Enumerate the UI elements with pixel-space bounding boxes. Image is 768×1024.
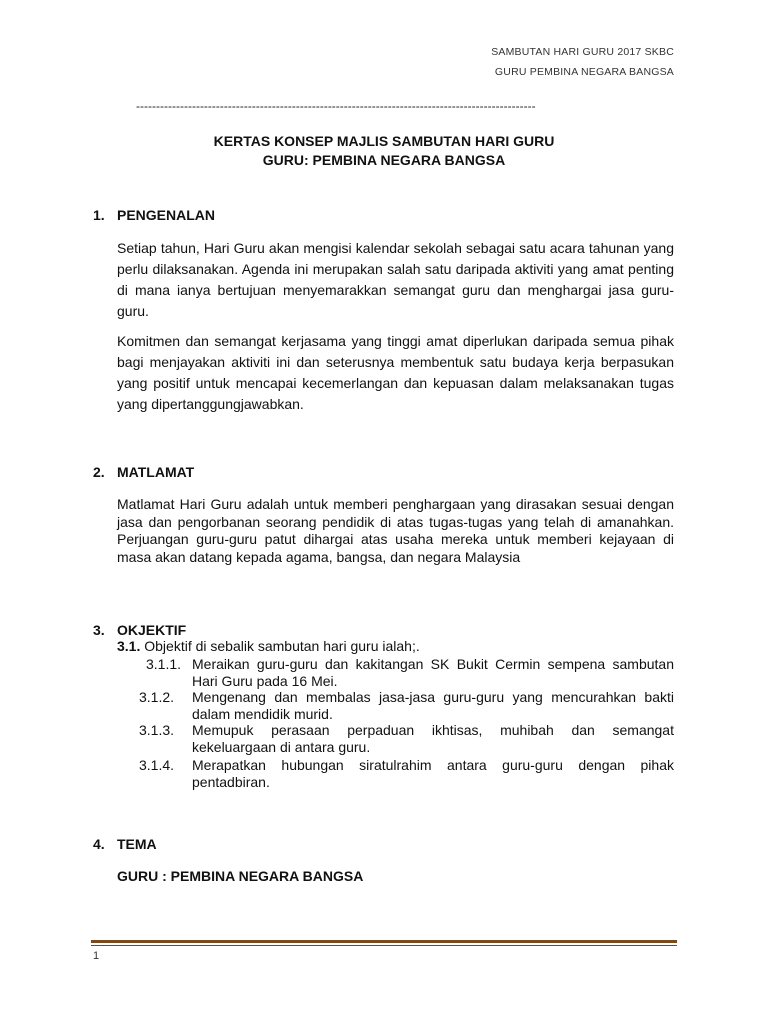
list-item-number: 3.1.1. xyxy=(146,656,182,672)
section-number: 4. xyxy=(93,836,105,852)
paragraph-pengenalan-1: Setiap tahun, Hari Guru akan mengisi kalendar sekolah sebagai satu acara tahunan yang perlu dilaksanakan. Agenda ini merupakan salah satu daripada aktiviti yang amat penting di mana ianya bertujuan menyemarakkan semangat guru dan menghargai jasa guru-guru. xyxy=(117,240,674,319)
section-heading-pengenalan xyxy=(93,207,215,223)
section-number: 3. xyxy=(93,622,105,638)
footer-rule-thick xyxy=(91,940,677,943)
section-heading-tema xyxy=(93,836,157,852)
theme-text: GURU : PEMBINA NEGARA BANGSA xyxy=(117,868,364,884)
list-item-number: 3.1.2. xyxy=(139,689,175,705)
section-title: PENGENALAN xyxy=(117,207,216,223)
subsection-3-1 xyxy=(117,638,420,654)
section-title: TEMA xyxy=(117,836,157,852)
document-subtitle: GURU: PEMBINA NEGARA BANGSA xyxy=(262,152,506,168)
document-title: KERTAS KONSEP MAJLIS SAMBUTAN HARI GURU xyxy=(213,133,555,149)
list-item-text: Mengenang dan membalas jasa-jasa guru-guru yang mencurahkan bakti dalam mendidik murid. xyxy=(192,689,674,722)
running-header-line1: SAMBUTAN HARI GURU 2017 SKBC xyxy=(491,46,674,58)
footer-rule-thin xyxy=(91,945,677,946)
list-item-number: 3.1.4. xyxy=(139,757,175,773)
section-heading-matlamat xyxy=(93,464,194,480)
subsection-number: 3.1. xyxy=(117,638,141,654)
section-title: OKJEKTIF xyxy=(117,622,187,638)
paragraph-pengenalan-2: Komitmen dan semangat kerjasama yang tinggi amat diperlukan daripada semua pihak bagi menjayakan aktiviti ini dan seterusnya membentuk satu budaya kerja berpasukan yang positif untuk mencapai kecemerlangan dan kepuasan dalam melaksanakan tugas yang dipertanggungjawabkan. xyxy=(117,333,674,412)
section-number: 1. xyxy=(93,207,105,223)
list-item-text: Memupuk perasaan perpaduan ikhtisas, muhibah dan semangat kekeluargaan di antara guru. xyxy=(192,722,674,755)
section-title: MATLAMAT xyxy=(117,464,195,480)
running-header-line2: GURU PEMBINA NEGARA BANGSA xyxy=(494,66,674,78)
list-item-number: 3.1.3. xyxy=(139,722,175,738)
subsection-text: Objektif di sebalik sambutan hari guru ialah;. xyxy=(144,638,420,654)
page-number: 1 xyxy=(93,950,100,962)
paragraph-matlamat: Matlamat Hari Guru adalah untuk memberi penghargaan yang dirasakan sesuai dengan jasa dan pengorbanan seorang pendidik di atas tugas-tugas yang telah di amanahkan. Perjuangan guru-guru patut dihargai atas usaha mereka untuk memberi kejayaan di masa akan datang kepada agama, bangsa, dan negara Malaysia xyxy=(117,496,674,565)
list-item-text: Merapatkan hubungan siratulrahim antara guru-guru dengan pihak pentadbiran. xyxy=(192,757,674,790)
section-number: 2. xyxy=(93,464,105,480)
section-heading-objektif xyxy=(93,622,186,638)
dashed-separator: ---------------------------------------------------------------------------------------------------- xyxy=(136,100,536,112)
list-item-text: Meraikan guru-guru dan kakitangan SK Bukit Cermin sempena sambutan Hari Guru pada 16 Mei. xyxy=(192,656,674,689)
